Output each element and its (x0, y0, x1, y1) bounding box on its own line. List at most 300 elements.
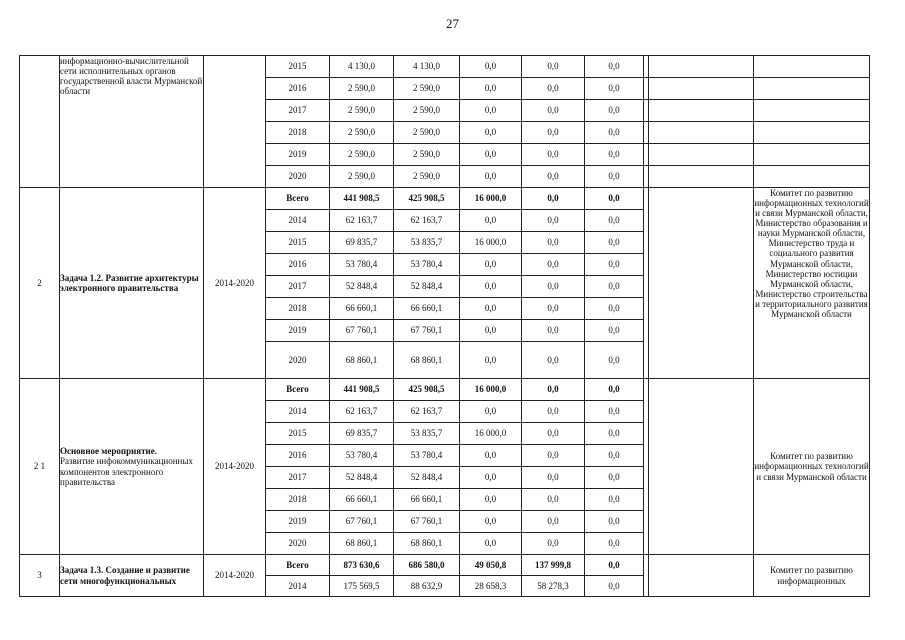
regional-budget-cell-value: 0,0 (484, 259, 497, 270)
year-cell-value: 2015 (288, 61, 307, 72)
local-budget-cell (522, 188, 585, 210)
implementation-period: 2014-2020 (204, 188, 266, 379)
total-cell (330, 78, 394, 100)
federal-budget-cell (394, 533, 460, 555)
federal-budget-cell-value: 67 760,1 (410, 516, 443, 527)
year-cell (266, 298, 330, 320)
item-number: 2 (20, 188, 60, 379)
total-cell-value: 66 660,1 (345, 494, 378, 505)
year-cell-value: 2017 (288, 472, 307, 483)
local-budget-cell (522, 78, 585, 100)
regional-budget-cell-value: 0,0 (484, 538, 497, 549)
federal-budget-cell-value: 67 760,1 (410, 325, 443, 336)
total-cell-value: 2 590,0 (348, 105, 375, 116)
total-cell-value: 62 163,7 (345, 406, 378, 417)
extrabudgetary-cell (585, 210, 644, 232)
extrabudgetary-cell-value: 0,0 (608, 580, 620, 591)
total-cell (330, 166, 394, 188)
indicator-value-cell (754, 122, 870, 144)
year-cell-value: 2014 (288, 580, 307, 591)
year-cell (266, 122, 330, 144)
local-budget-cell (522, 555, 585, 576)
year-cell (266, 56, 330, 78)
federal-budget-cell (394, 166, 460, 188)
federal-budget-cell (394, 188, 460, 210)
federal-budget-cell (394, 144, 460, 166)
year-cell-value: Всего (286, 559, 309, 570)
total-cell (330, 144, 394, 166)
year-cell-value: 2020 (288, 538, 307, 549)
year-cell (266, 232, 330, 254)
federal-budget-cell-value: 66 660,1 (410, 303, 443, 314)
federal-budget-cell (394, 232, 460, 254)
total-cell-value: 68 860,1 (345, 538, 378, 549)
local-budget-cell (522, 489, 585, 511)
local-budget-cell-value: 0,0 (547, 105, 559, 116)
year-cell-value: 2019 (288, 516, 307, 527)
regional-budget-cell (460, 144, 522, 166)
extrabudgetary-cell-value: 0,0 (608, 127, 620, 138)
federal-budget-cell-value: 68 860,1 (410, 538, 443, 549)
implementation-period (204, 56, 266, 188)
year-cell (266, 276, 330, 298)
local-budget-cell (522, 320, 585, 342)
extrabudgetary-cell-value: 0,0 (608, 83, 620, 94)
federal-budget-cell (394, 379, 460, 401)
total-cell (330, 467, 394, 489)
regional-budget-cell (460, 401, 522, 423)
total-cell (330, 122, 394, 144)
total-cell-value: 69 835,7 (345, 237, 378, 248)
extrabudgetary-cell (585, 423, 644, 445)
federal-budget-cell-value: 425 908,5 (408, 193, 445, 204)
extrabudgetary-cell (585, 56, 644, 78)
federal-budget-cell (394, 445, 460, 467)
regional-budget-cell (460, 379, 522, 401)
extrabudgetary-cell (585, 467, 644, 489)
extrabudgetary-cell-value: 0,0 (608, 281, 620, 292)
local-budget-cell-value: 0,0 (547, 406, 559, 417)
total-cell (330, 576, 394, 597)
total-cell-value: 2 590,0 (348, 83, 375, 94)
local-budget-cell-value: 137 999,8 (535, 559, 571, 570)
extrabudgetary-cell (585, 555, 644, 576)
local-budget-cell-value: 0,0 (547, 384, 559, 395)
executor-cell: Комитет по развитию информационных (754, 555, 870, 597)
total-cell (330, 56, 394, 78)
federal-budget-cell-value: 53 780,4 (410, 450, 443, 461)
regional-budget-cell-value: 0,0 (484, 171, 497, 182)
year-cell (266, 144, 330, 166)
extrabudgetary-cell-value: 0,0 (608, 559, 620, 570)
extrabudgetary-cell-value: 0,0 (608, 472, 620, 483)
total-cell (330, 445, 394, 467)
item-name (60, 379, 204, 555)
indicator-value-cell (754, 144, 870, 166)
regional-budget-cell (460, 445, 522, 467)
table-row (20, 56, 870, 78)
local-budget-cell (522, 122, 585, 144)
regional-budget-cell (460, 320, 522, 342)
regional-budget-cell (460, 188, 522, 210)
local-budget-cell (522, 467, 585, 489)
federal-budget-cell-value: 2 590,0 (413, 127, 440, 138)
local-budget-cell (522, 56, 585, 78)
total-cell-value: 69 835,7 (345, 428, 378, 439)
extrabudgetary-cell (585, 100, 644, 122)
regional-budget-cell-value: 0,0 (484, 83, 497, 94)
total-cell-value: 53 780,4 (345, 259, 378, 270)
year-cell (266, 401, 330, 423)
total-cell-value: 873 630,6 (343, 559, 380, 570)
regional-budget-cell-value: 0,0 (484, 325, 497, 336)
total-cell (330, 379, 394, 401)
extrabudgetary-cell (585, 144, 644, 166)
total-cell-value: 62 163,7 (345, 215, 378, 226)
year-cell (266, 78, 330, 100)
federal-budget-cell-value: 686 580,0 (408, 559, 445, 570)
year-cell-value: 2015 (288, 237, 307, 248)
item-name-text: Развитие инфокоммуникационных компонентов электронного правительства (60, 456, 193, 487)
year-cell-value: 2018 (288, 127, 307, 138)
extrabudgetary-cell-value: 0,0 (608, 171, 620, 182)
implementation-period: 2014-2020 (204, 555, 266, 597)
regional-budget-cell-value: 49 050,8 (474, 559, 507, 570)
total-cell (330, 188, 394, 210)
table-row (20, 379, 870, 401)
year-cell (266, 100, 330, 122)
regional-budget-cell-value: 0,0 (484, 354, 497, 365)
indicator-cell (649, 100, 754, 122)
extrabudgetary-cell (585, 401, 644, 423)
regional-budget-cell (460, 511, 522, 533)
indicator-value-cell (754, 56, 870, 78)
year-cell-value: 2014 (288, 215, 307, 226)
total-cell (330, 210, 394, 232)
indicator-cell (649, 78, 754, 100)
local-budget-cell-value: 0,0 (547, 127, 559, 138)
federal-budget-cell (394, 276, 460, 298)
federal-budget-cell (394, 56, 460, 78)
extrabudgetary-cell-value: 0,0 (608, 428, 620, 439)
extrabudgetary-cell-value: 0,0 (608, 149, 620, 160)
federal-budget-cell-value: 53 835,7 (410, 428, 443, 439)
total-cell-value: 52 848,4 (345, 281, 378, 292)
year-cell (266, 511, 330, 533)
year-cell-value: 2014 (288, 406, 307, 417)
year-cell-value: 2020 (288, 354, 307, 365)
local-budget-cell-value: 58 278,3 (537, 580, 569, 591)
extrabudgetary-cell (585, 576, 644, 597)
regional-budget-cell-value: 28 658,3 (474, 580, 507, 591)
local-budget-cell-value: 0,0 (547, 428, 559, 439)
total-cell-value: 441 908,5 (343, 193, 380, 204)
local-budget-cell-value: 0,0 (547, 538, 559, 549)
year-cell-value: 2016 (288, 259, 307, 270)
extrabudgetary-cell-value: 0,0 (608, 384, 620, 395)
extrabudgetary-cell-value: 0,0 (608, 516, 620, 527)
federal-budget-cell (394, 511, 460, 533)
year-cell (266, 254, 330, 276)
local-budget-cell-value: 0,0 (547, 472, 559, 483)
federal-budget-cell (394, 210, 460, 232)
table-row (20, 188, 870, 210)
total-cell (330, 276, 394, 298)
local-budget-cell-value: 0,0 (547, 450, 559, 461)
federal-budget-cell-value: 2 590,0 (413, 171, 440, 182)
item-name-bold: Задача 1.2. Развитие архитектуры электронного правительства (60, 272, 199, 293)
total-cell (330, 254, 394, 276)
extrabudgetary-cell (585, 320, 644, 342)
regional-budget-cell (460, 342, 522, 379)
local-budget-cell-value: 0,0 (547, 259, 559, 270)
year-cell-value: 2018 (288, 494, 307, 505)
total-cell-value: 67 760,1 (345, 325, 378, 336)
federal-budget-cell (394, 78, 460, 100)
regional-budget-cell (460, 254, 522, 276)
local-budget-cell-value: 0,0 (547, 237, 559, 248)
regional-budget-cell (460, 533, 522, 555)
federal-budget-cell (394, 489, 460, 511)
regional-budget-cell (460, 78, 522, 100)
year-cell-value: 2019 (288, 149, 307, 160)
regional-budget-cell-value: 0,0 (484, 215, 497, 226)
local-budget-cell-value: 0,0 (547, 149, 559, 160)
extrabudgetary-cell (585, 78, 644, 100)
regional-budget-cell (460, 576, 522, 597)
total-cell-value: 66 660,1 (345, 303, 378, 314)
extrabudgetary-cell-value: 0,0 (608, 494, 620, 505)
local-budget-cell (522, 533, 585, 555)
regional-budget-cell-value: 0,0 (484, 303, 497, 314)
local-budget-cell-value: 0,0 (547, 494, 559, 505)
total-cell-value: 2 590,0 (348, 127, 375, 138)
local-budget-cell-value: 0,0 (547, 516, 559, 527)
year-cell-value: 2017 (288, 281, 307, 292)
indicator-cell (649, 188, 754, 379)
federal-budget-cell-value: 2 590,0 (413, 149, 440, 160)
extrabudgetary-cell (585, 533, 644, 555)
year-cell (266, 379, 330, 401)
local-budget-cell-value: 0,0 (547, 354, 559, 365)
regional-budget-cell (460, 276, 522, 298)
extrabudgetary-cell (585, 188, 644, 210)
federal-budget-cell (394, 254, 460, 276)
extrabudgetary-cell (585, 445, 644, 467)
extrabudgetary-cell-value: 0,0 (608, 61, 620, 72)
item-number (20, 56, 60, 188)
local-budget-cell-value: 0,0 (547, 325, 559, 336)
year-cell (266, 533, 330, 555)
year-cell (266, 445, 330, 467)
local-budget-cell (522, 379, 585, 401)
extrabudgetary-cell-value: 0,0 (608, 259, 620, 270)
extrabudgetary-cell (585, 166, 644, 188)
regional-budget-cell (460, 423, 522, 445)
total-cell-value: 68 860,1 (345, 354, 378, 365)
local-budget-cell (522, 342, 585, 379)
local-budget-cell (522, 166, 585, 188)
regional-budget-cell (460, 467, 522, 489)
total-cell (330, 298, 394, 320)
total-cell (330, 100, 394, 122)
regional-budget-cell (460, 489, 522, 511)
local-budget-cell-value: 0,0 (547, 303, 559, 314)
indicator-cell (649, 555, 754, 597)
total-cell (330, 423, 394, 445)
federal-budget-cell (394, 576, 460, 597)
regional-budget-cell-value: 16 000,0 (474, 428, 507, 439)
year-cell (266, 576, 330, 597)
regional-budget-cell (460, 298, 522, 320)
federal-budget-cell-value: 62 163,7 (410, 215, 443, 226)
federal-budget-cell-value: 62 163,7 (410, 406, 443, 417)
item-number: 2 1 (20, 379, 60, 555)
year-cell (266, 188, 330, 210)
federal-budget-cell-value: 66 660,1 (410, 494, 443, 505)
extrabudgetary-cell-value: 0,0 (608, 450, 620, 461)
total-cell-value: 53 780,4 (345, 450, 378, 461)
federal-budget-cell (394, 342, 460, 379)
federal-budget-cell-value: 425 908,5 (408, 384, 445, 395)
local-budget-cell (522, 511, 585, 533)
extrabudgetary-cell (585, 122, 644, 144)
total-cell (330, 555, 394, 576)
local-budget-cell-value: 0,0 (547, 215, 559, 226)
extrabudgetary-cell (585, 342, 644, 379)
program-table (19, 55, 870, 597)
year-cell (266, 342, 330, 379)
total-cell-value: 2 590,0 (348, 171, 375, 182)
local-budget-cell (522, 144, 585, 166)
year-cell-value: 2016 (288, 83, 307, 94)
extrabudgetary-cell-value: 0,0 (608, 105, 620, 116)
program-table-body (20, 56, 870, 597)
total-cell-value: 441 908,5 (343, 384, 380, 395)
federal-budget-cell-value: 53 780,4 (410, 259, 443, 270)
year-cell-value: 2019 (288, 325, 307, 336)
local-budget-cell (522, 210, 585, 232)
local-budget-cell (522, 576, 585, 597)
year-cell-value: Всего (286, 193, 309, 204)
total-cell (330, 232, 394, 254)
item-name (60, 56, 204, 188)
local-budget-cell (522, 254, 585, 276)
extrabudgetary-cell (585, 254, 644, 276)
indicator-value-cell (754, 166, 870, 188)
regional-budget-cell (460, 122, 522, 144)
indicator-cell (649, 144, 754, 166)
regional-budget-cell-value: 0,0 (484, 105, 497, 116)
indicator-cell (649, 122, 754, 144)
year-cell-value: 2020 (288, 171, 307, 182)
item-name-bold: Задача 1.3. Создание и развитие сети многофункциональных (60, 565, 190, 586)
extrabudgetary-cell-value: 0,0 (608, 354, 620, 365)
local-budget-cell-value: 0,0 (547, 171, 559, 182)
local-budget-cell (522, 232, 585, 254)
table-row (20, 555, 870, 576)
year-cell (266, 210, 330, 232)
extrabudgetary-cell-value: 0,0 (608, 303, 620, 314)
item-name-bold: Основное мероприятие. (60, 446, 157, 457)
regional-budget-cell-value: 16 000,0 (474, 237, 507, 248)
total-cell-value: 2 590,0 (348, 149, 375, 160)
regional-budget-cell-value: 0,0 (484, 516, 497, 527)
local-budget-cell (522, 423, 585, 445)
extrabudgetary-cell-value: 0,0 (608, 406, 620, 417)
item-number: 3 (20, 555, 60, 597)
item-name (60, 188, 204, 379)
year-cell (266, 423, 330, 445)
year-cell (266, 489, 330, 511)
extrabudgetary-cell-value: 0,0 (608, 325, 620, 336)
federal-budget-cell-value: 2 590,0 (413, 83, 440, 94)
total-cell (330, 320, 394, 342)
regional-budget-cell-value: 0,0 (484, 450, 497, 461)
regional-budget-cell-value: 0,0 (484, 472, 497, 483)
federal-budget-cell-value: 2 590,0 (413, 105, 440, 116)
federal-budget-cell-value: 52 848,4 (410, 281, 443, 292)
executor-cell: Комитет по развитию информационных технологий и связи Мурманской области, Министерство образования и науки Мурманской области, Министерство труда и социального развития Мурманской области, Министерство юстиции Мурманской области, Министерство строительства и территориального развития Мурманской области (754, 188, 870, 379)
regional-budget-cell-value: 0,0 (484, 494, 497, 505)
year-cell-value: 2018 (288, 303, 307, 314)
local-budget-cell-value: 0,0 (547, 83, 559, 94)
extrabudgetary-cell (585, 489, 644, 511)
regional-budget-cell-value: 0,0 (484, 406, 497, 417)
federal-budget-cell (394, 100, 460, 122)
year-cell-value: Всего (286, 384, 309, 395)
indicator-cell (649, 166, 754, 188)
regional-budget-cell (460, 100, 522, 122)
extrabudgetary-cell (585, 276, 644, 298)
regional-budget-cell (460, 210, 522, 232)
implementation-period: 2014-2020 (204, 379, 266, 555)
federal-budget-cell-value: 68 860,1 (410, 354, 443, 365)
local-budget-cell (522, 100, 585, 122)
total-cell-value: 52 848,4 (345, 472, 378, 483)
extrabudgetary-cell (585, 298, 644, 320)
regional-budget-cell (460, 166, 522, 188)
local-budget-cell (522, 445, 585, 467)
extrabudgetary-cell-value: 0,0 (608, 237, 620, 248)
year-cell (266, 467, 330, 489)
total-cell (330, 511, 394, 533)
indicator-cell (649, 379, 754, 555)
federal-budget-cell-value: 4 130,0 (413, 61, 440, 72)
extrabudgetary-cell (585, 511, 644, 533)
federal-budget-cell (394, 401, 460, 423)
regional-budget-cell (460, 56, 522, 78)
extrabudgetary-cell (585, 379, 644, 401)
federal-budget-cell-value: 52 848,4 (410, 472, 443, 483)
extrabudgetary-cell (585, 232, 644, 254)
extrabudgetary-cell-value: 0,0 (608, 538, 620, 549)
total-cell-value: 4 130,0 (348, 61, 375, 72)
federal-budget-cell (394, 122, 460, 144)
local-budget-cell (522, 401, 585, 423)
total-cell (330, 489, 394, 511)
year-cell (266, 166, 330, 188)
item-name-text: информационно-вычислительной сети исполнительных органов государственной власти Мурманской области (60, 56, 203, 97)
extrabudgetary-cell-value: 0,0 (608, 215, 620, 226)
local-budget-cell (522, 276, 585, 298)
regional-budget-cell-value: 0,0 (484, 127, 497, 138)
local-budget-cell-value: 0,0 (547, 281, 559, 292)
local-budget-cell (522, 298, 585, 320)
program-table-wrapper (19, 55, 870, 597)
total-cell (330, 533, 394, 555)
regional-budget-cell-value: 0,0 (484, 149, 497, 160)
